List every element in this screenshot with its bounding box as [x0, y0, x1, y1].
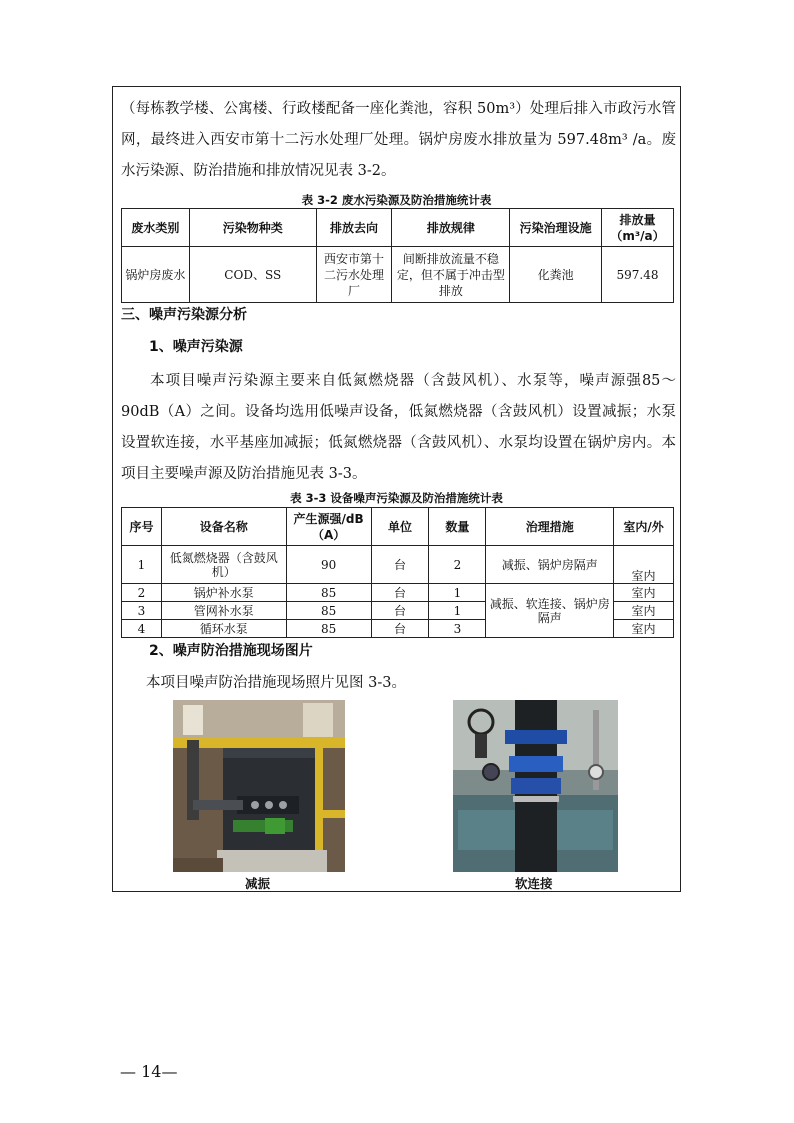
table-3-3 — [121, 507, 674, 638]
t2-cell: 室内 — [614, 602, 674, 620]
t2-header: 室内/外 — [614, 508, 674, 546]
t2-header: 产生源强/dB（A） — [286, 508, 371, 546]
subheading-noise-sources: 1、噪声污染源 — [149, 339, 243, 355]
t2-cell: 2 — [429, 546, 486, 584]
section-heading-noise: 三、噪声污染源分析 — [121, 307, 247, 323]
subheading-noise-photos: 2、噪声防治措施现场图片 — [149, 643, 313, 659]
t1-cell: 间断排放流量不稳定，但不属于冲击型排放 — [392, 247, 510, 303]
t2-cell: 循环水泵 — [161, 620, 286, 638]
t2-cell: 台 — [371, 620, 429, 638]
t2-cell: 3 — [429, 620, 486, 638]
t2-cell: 室内 — [614, 584, 674, 602]
t2-header: 序号 — [122, 508, 162, 546]
t2-cell: 低氮燃烧器（含鼓风机） — [161, 546, 286, 584]
t2-cell: 3 — [122, 602, 162, 620]
t2-cell: 管网补水泵 — [161, 602, 286, 620]
t2-header: 数量 — [429, 508, 486, 546]
t1-header: 排放去向 — [316, 209, 392, 247]
t2-cell: 减振、锅炉房隔声 — [486, 546, 614, 584]
table-3-3-caption: 表 3-3 设备噪声污染源及防治措施统计表 — [290, 491, 503, 505]
t1-header: 排放规律 — [392, 209, 510, 247]
t2-cell: 室内 — [614, 620, 674, 638]
t1-cell: COD、SS — [189, 247, 316, 303]
photo-label-damping: 减振 — [245, 876, 271, 891]
t1-cell: 597.48 — [601, 247, 673, 303]
t2-cell: 台 — [371, 602, 429, 620]
table-3-2-caption: 表 3-2 废水污染源及防治措施统计表 — [301, 193, 492, 207]
t2-cell: 1 — [429, 584, 486, 602]
t2-cell: 台 — [371, 584, 429, 602]
t2-cell: 台 — [371, 546, 429, 584]
t2-cell: 1 — [122, 546, 162, 584]
t1-header: 排放量（m³/a） — [601, 209, 673, 247]
t2-cell: 4 — [122, 620, 162, 638]
t2-cell-merged: 减振、软连接、锅炉房隔声 — [486, 584, 614, 638]
t2-cell: 90 — [286, 546, 371, 584]
t2-cell: 室内 — [614, 546, 674, 584]
t1-header: 污染治理设施 — [510, 209, 602, 247]
t1-cell: 锅炉房废水 — [122, 247, 190, 303]
t2-cell: 85 — [286, 584, 371, 602]
t2-header: 单位 — [371, 508, 429, 546]
photo-label-soft-connection: 软连接 — [515, 876, 553, 891]
photo-intro-text: 本项目噪声防治措施现场照片见图 3-3。 — [146, 675, 406, 691]
table-3-2 — [121, 208, 674, 303]
t1-cell: 西安市第十二污水处理厂 — [316, 247, 392, 303]
t1-header: 废水类别 — [122, 209, 190, 247]
t2-cell: 2 — [122, 584, 162, 602]
burner-unit-photo — [173, 700, 345, 872]
paragraph-noise: 本项目噪声污染源主要来自低氮燃烧器（含鼓风机）、水泵等，噪声源强85～90dB（A）之间。设备均选用低噪声设备，低氮燃烧器（含鼓风机）设置减振；水泵设置软连接，水平基座加减振；低氮燃烧器（含鼓风机）、水泵均设置在锅炉房内。本项目主要噪声源及防治措施见表 3-3。 — [121, 373, 676, 482]
t2-header: 治理措施 — [486, 508, 614, 546]
pipe-flexible-joint-photo — [453, 700, 618, 872]
t2-cell: 85 — [286, 602, 371, 620]
t2-header: 设备名称 — [161, 508, 286, 546]
t2-cell: 85 — [286, 620, 371, 638]
paragraph-wastewater: （每栋教学楼、公寓楼、行政楼配备一座化粪池，容积 50m³）处理后排入市政污水管网，最终进入西安市第十二污水处理厂处理。锅炉房废水排放量为 597.48m³ /a。废水污染源、防治措施和排放情况见表 3-2。 — [121, 101, 676, 179]
t1-cell: 化粪池 — [510, 247, 602, 303]
t2-cell: 锅炉补水泵 — [161, 584, 286, 602]
page-number: — 14— — [120, 1062, 178, 1081]
t2-cell: 1 — [429, 602, 486, 620]
t1-header: 污染物种类 — [189, 209, 316, 247]
